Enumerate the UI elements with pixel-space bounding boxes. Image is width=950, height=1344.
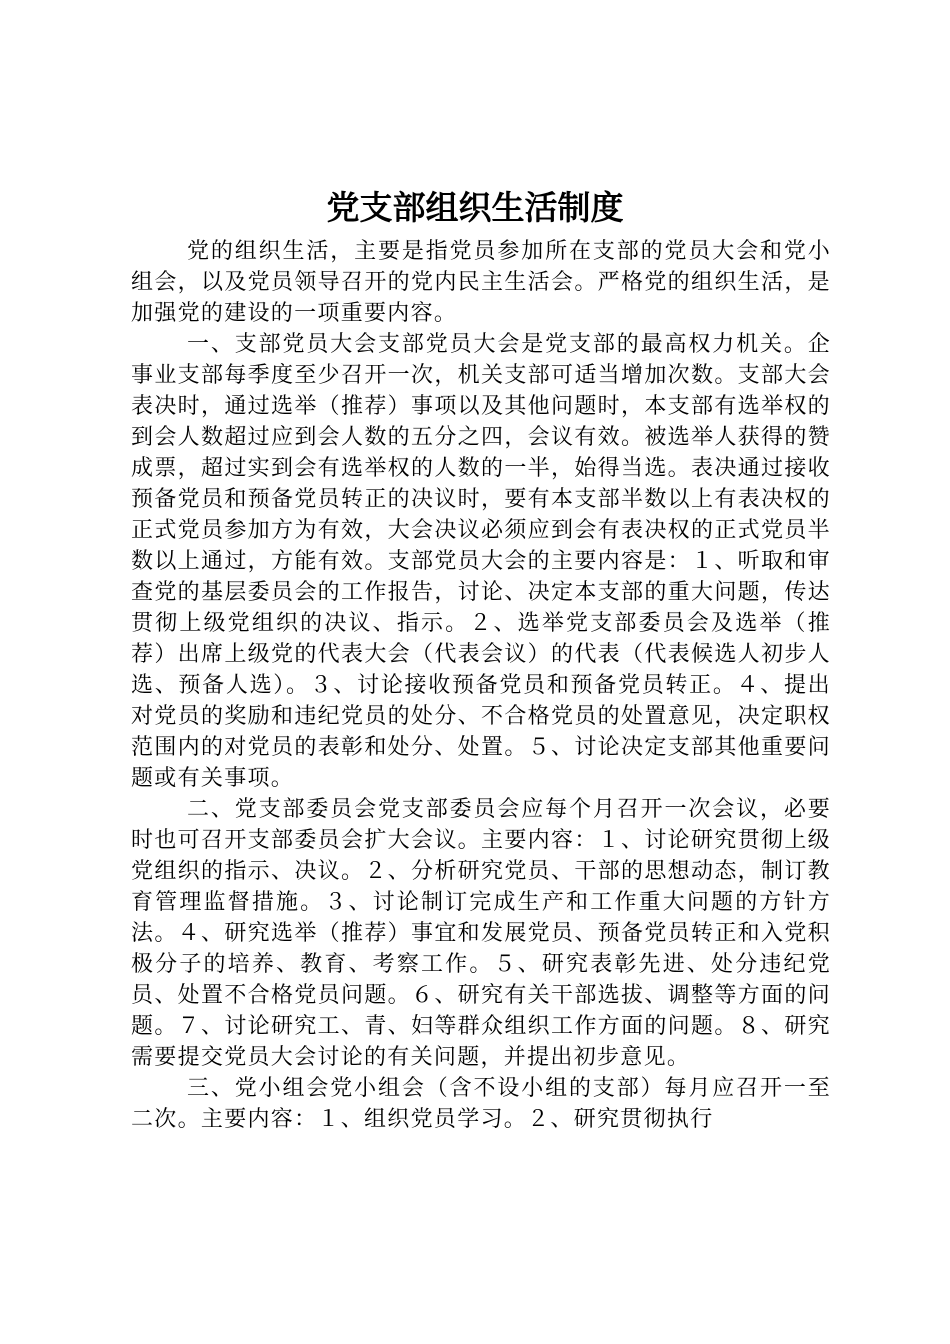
document-title: 党支部组织生活制度 (326, 188, 624, 227)
paragraph-section-3: 三、党小组会党小组会（含不设小组的支部）每月应召开一至二次。主要内容：１、组织党员学习。２、研究贯彻执行 (131, 1076, 831, 1132)
paragraph-section-1: 一、支部党员大会支部党员大会是党支部的最高权力机关。企事业支部每季度至少召开一次，机关支部可适当增加次数。支部大会表决时，通过选举（推荐）事项以及其他问题时，本支部有选举权的到会人数超过应到会人数的五分之四，会议有效。被选举人获得的赞成票，超过实到会有选举权的人数的一半，始得当选。表决通过接收预备党员和预备党员转正的决议时，要有本支部半数以上有表决权的正式党员参加方为有效，大会决议必须应到会有表决权的正式党员半数以上通过，方能有效。支部党员大会的主要内容是：１、听取和审查党的基层委员会的工作报告，讨论、决定本支部的重大问题，传达贯彻上级党组织的决议、指示。２、选举党支部委员会及选举（推荐）出席上级党的代表大会（代表会议）的代表（代表候选人初步人选、预备人选）。３、讨论接收预备党员和预备党员转正。４、提出对党员的奖励和违纪党员的处分、不合格党员的处置意见，决定职权范围内的对党员的表彰和处分、处置。５、讨论决定支部其他重要问题或有关事项。 (131, 332, 831, 791)
document-body (131, 236, 831, 1135)
paragraph-section-2: 二、党支部委员会党支部委员会应每个月召开一次会议，必要时也可召开支部委员会扩大会议。主要内容：１、讨论研究贯彻上级党组织的指示、决议。２、分析研究党员、干部的思想动态，制订教育管理监督措施。３、讨论制订完成生产和工作重大问题的方针方法。４、研究选举（推荐）事宜和发展党员、预备党员转正和入党积极分子的培养、教育、考察工作。５、研究表彰先进、处分违纪党员、处置不合格党员问题。６、研究有关干部选拔、调整等方面的问题。７、讨论研究工、青、妇等群众组织工作方面的问题。８、研究需要提交党员大会讨论的有关问题，并提出初步意见。 (131, 797, 831, 1070)
paragraph-intro: 党的组织生活，主要是指党员参加所在支部的党员大会和党小组会，以及党员领导召开的党内民主生活会。严格党的组织生活，是加强党的建设的一项重要内容。 (131, 239, 831, 326)
